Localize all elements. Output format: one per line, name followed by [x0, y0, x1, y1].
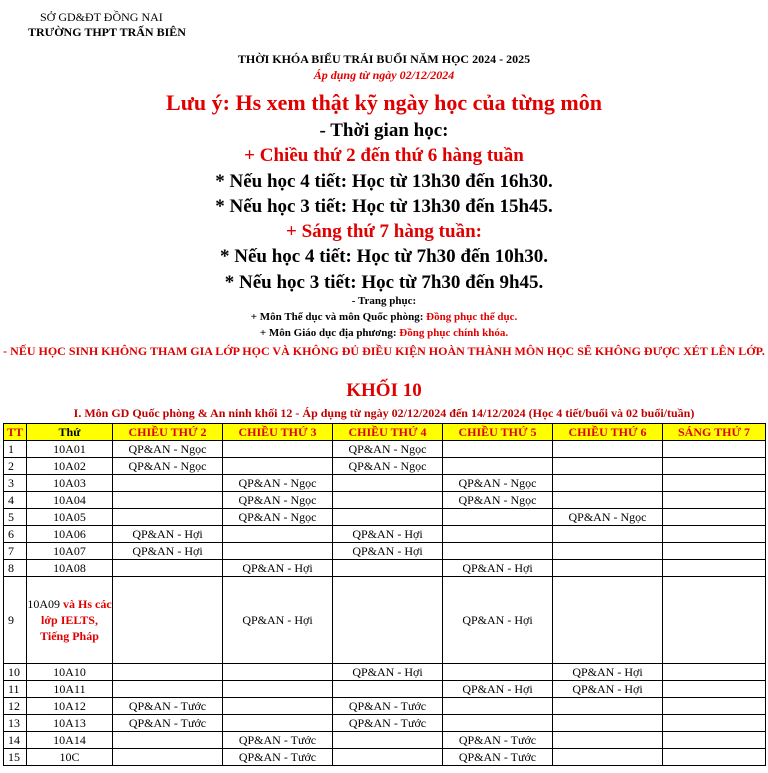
schedule-cell	[663, 492, 766, 509]
schedule-cell: QP&AN - Hợi	[443, 577, 553, 664]
schedule-cell	[663, 749, 766, 766]
schedule-cell	[443, 441, 553, 458]
class-name: 10A09	[27, 597, 60, 611]
weekday-3-periods: * Nếu học 3 tiết: Học từ 13h30 đến 15h45.	[215, 196, 553, 217]
schedule-table	[3, 423, 766, 766]
schedule-cell	[443, 543, 553, 560]
class-extra-note: và Hs các lớp IELTS, Tiếng Pháp	[40, 597, 112, 643]
table-row	[4, 749, 766, 766]
header-cell: CHIỀU THỨ 6	[553, 424, 663, 441]
header-cell: CHIỀU THỨ 3	[223, 424, 333, 441]
schedule-cell	[553, 732, 663, 749]
schedule-cell	[553, 475, 663, 492]
schedule-cell: QP&AN - Hợi	[333, 526, 443, 543]
schedule-cell	[333, 749, 443, 766]
class-name: 10A04	[27, 492, 113, 509]
class-name: 10A10	[27, 664, 113, 681]
schedule-cell	[223, 458, 333, 475]
schedule-cell	[223, 526, 333, 543]
row-number: 7	[4, 543, 27, 560]
schedule-cell: QP&AN - Tước	[113, 698, 223, 715]
header-cell: CHIỀU THỨ 4	[333, 424, 443, 441]
schedule-cell: QP&AN - Hợi	[553, 664, 663, 681]
schedule-cell	[113, 492, 223, 509]
schedule-cell	[223, 715, 333, 732]
row-number: 10	[4, 664, 27, 681]
schedule-cell	[553, 543, 663, 560]
class-name: 10A03	[27, 475, 113, 492]
saturday-heading: + Sáng thứ 7 hàng tuần:	[286, 221, 482, 242]
schedule-cell	[443, 715, 553, 732]
table-row	[4, 560, 766, 577]
schedule-cell	[333, 681, 443, 698]
schedule-cell	[663, 681, 766, 698]
table-row	[4, 715, 766, 732]
class-name: 10A01	[27, 441, 113, 458]
table-header-row	[4, 424, 766, 441]
row-number: 2	[4, 458, 27, 475]
schedule-cell: QP&AN - Ngọc	[223, 509, 333, 526]
policy-note: - NẾU HỌC SINH KHÔNG THAM GIA LỚP HỌC VÀ KHÔNG ĐỦ ĐIỀU KIỆN HOÀN THÀNH MÔN HỌC SẼ KHÔNG ĐƯỢC XÉT LÊN LỚP.	[3, 344, 765, 358]
schedule-cell	[113, 577, 223, 664]
schedule-cell	[223, 698, 333, 715]
schedule-cell: QP&AN - Hợi	[113, 543, 223, 560]
class-name: 10A13	[27, 715, 113, 732]
schedule-cell	[113, 749, 223, 766]
schedule-cell	[113, 664, 223, 681]
schedule-cell: QP&AN - Hợi	[113, 526, 223, 543]
schedule-cell	[333, 475, 443, 492]
schedule-cell: QP&AN - Tước	[333, 698, 443, 715]
uniform-pe	[0, 311, 768, 323]
schedule-cell: QP&AN - Tước	[223, 732, 333, 749]
schedule-cell	[333, 509, 443, 526]
document-title: THỜI KHÓA BIỂU TRÁI BUỔI NĂM HỌC 2024 - 2025	[237, 52, 531, 66]
time-heading: - Thời gian học:	[319, 120, 449, 141]
row-number: 3	[4, 475, 27, 492]
schedule-cell: QP&AN - Ngọc	[113, 458, 223, 475]
class-name-cell	[27, 577, 113, 664]
schedule-cell	[553, 458, 663, 475]
row-number: 15	[4, 749, 27, 766]
uniform-local-value: Đồng phục chính khóa.	[399, 327, 509, 339]
class-name: 10A02	[27, 458, 113, 475]
table-row	[4, 475, 766, 492]
schedule-cell	[333, 577, 443, 664]
table-row	[4, 458, 766, 475]
schedule-cell	[663, 475, 766, 492]
schedule-cell: QP&AN - Tước	[223, 749, 333, 766]
schedule-cell	[663, 698, 766, 715]
uniform-pe-value: Đồng phục thể dục.	[426, 311, 518, 323]
class-name: 10A11	[27, 681, 113, 698]
table-row	[4, 492, 766, 509]
schedule-cell	[553, 577, 663, 664]
schedule-cell: QP&AN - Hợi	[333, 543, 443, 560]
schedule-cell	[553, 526, 663, 543]
schedule-cell	[663, 732, 766, 749]
schedule-cell: QP&AN - Tước	[333, 715, 443, 732]
department-name: SỞ GD&ĐT ĐỒNG NAI	[40, 10, 163, 24]
schedule-cell	[443, 526, 553, 543]
weekday-heading: + Chiều thứ 2 đến thứ 6 hàng tuần	[244, 145, 524, 166]
class-name: 10A12	[27, 698, 113, 715]
row-number: 12	[4, 698, 27, 715]
schedule-cell	[663, 526, 766, 543]
table-row	[4, 732, 766, 749]
schedule-cell: QP&AN - Tước	[443, 732, 553, 749]
schedule-cell: QP&AN - Ngọc	[223, 492, 333, 509]
row-number: 11	[4, 681, 27, 698]
schedule-cell	[443, 664, 553, 681]
class-name: 10A05	[27, 509, 113, 526]
uniform-local	[0, 327, 768, 339]
schedule-cell	[443, 509, 553, 526]
schedule-cell: QP&AN - Ngọc	[333, 458, 443, 475]
section-subtitle: I. Môn GD Quốc phòng & An ninh khối 12 - Áp dụng từ ngày 02/12/2024 đến 14/12/2024 (Học 4 tiết/buổi và 02 buổi/tuần)	[73, 406, 695, 420]
row-number: 8	[4, 560, 27, 577]
row-number: 14	[4, 732, 27, 749]
uniform-heading: - Trang phục:	[351, 295, 417, 307]
schedule-cell: QP&AN - Hợi	[333, 664, 443, 681]
row-number: 5	[4, 509, 27, 526]
table-row	[4, 509, 766, 526]
schedule-cell	[663, 577, 766, 664]
header-cell: SÁNG THỨ 7	[663, 424, 766, 441]
schedule-cell: QP&AN - Ngọc	[223, 475, 333, 492]
schedule-cell	[223, 681, 333, 698]
row-number: 9	[4, 577, 27, 664]
schedule-cell: QP&AN - Ngọc	[113, 441, 223, 458]
class-name: 10A06	[27, 526, 113, 543]
uniform-local-label: + Môn Giáo dục địa phương:	[259, 327, 400, 339]
row-number: 4	[4, 492, 27, 509]
schedule-cell	[663, 715, 766, 732]
schedule-cell: QP&AN - Hợi	[553, 681, 663, 698]
schedule-cell	[443, 698, 553, 715]
schedule-cell	[553, 560, 663, 577]
table-row	[4, 577, 766, 664]
schedule-cell	[113, 681, 223, 698]
schedule-cell	[113, 732, 223, 749]
schedule-cell: QP&AN - Hợi	[443, 560, 553, 577]
schedule-cell	[223, 543, 333, 560]
schedule-cell: QP&AN - Tước	[443, 749, 553, 766]
schedule-cell	[663, 543, 766, 560]
schedule-cell: QP&AN - Ngọc	[443, 475, 553, 492]
schedule-cell	[663, 458, 766, 475]
weekday-4-periods: * Nếu học 4 tiết: Học từ 13h30 đến 16h30.	[215, 171, 553, 192]
header-cell: Thứ	[27, 424, 113, 441]
schedule-cell	[113, 560, 223, 577]
row-number: 13	[4, 715, 27, 732]
class-name: 10A14	[27, 732, 113, 749]
schedule-cell	[663, 664, 766, 681]
schedule-cell	[553, 441, 663, 458]
class-name: 10C	[27, 749, 113, 766]
schedule-cell: QP&AN - Ngọc	[333, 441, 443, 458]
schedule-cell	[113, 509, 223, 526]
class-name: 10A08	[27, 560, 113, 577]
applied-date: Áp dụng từ ngày 02/12/2024	[313, 68, 455, 82]
grade-heading: KHỐI 10	[346, 380, 422, 401]
warning-note: Lưu ý: Hs xem thật kỹ ngày học của từng môn	[166, 90, 602, 115]
schedule-cell	[553, 749, 663, 766]
header-cell: CHIỀU THỨ 5	[443, 424, 553, 441]
schedule-cell	[223, 441, 333, 458]
table-row	[4, 441, 766, 458]
table-row	[4, 543, 766, 560]
schedule-cell	[553, 492, 663, 509]
organization-block	[28, 10, 186, 40]
schedule-cell	[553, 698, 663, 715]
class-name: 10A07	[27, 543, 113, 560]
schedule-cell: QP&AN - Hợi	[443, 681, 553, 698]
schedule-cell	[113, 475, 223, 492]
schedule-cell: QP&AN - Hợi	[223, 577, 333, 664]
saturday-3-periods: * Nếu học 3 tiết: Học từ 7h30 đến 9h45.	[224, 272, 544, 293]
table-row	[4, 664, 766, 681]
schedule-cell: QP&AN - Ngọc	[443, 492, 553, 509]
table-row	[4, 526, 766, 543]
schedule-cell	[223, 664, 333, 681]
schedule-cell	[553, 715, 663, 732]
schedule-cell: QP&AN - Tước	[113, 715, 223, 732]
header-cell: CHIỀU THỨ 2	[113, 424, 223, 441]
schedule-cell	[333, 492, 443, 509]
schedule-cell: QP&AN - Ngọc	[553, 509, 663, 526]
table-row	[4, 698, 766, 715]
uniform-pe-label: + Môn Thể dục và môn Quốc phòng:	[250, 311, 427, 323]
schedule-cell	[663, 509, 766, 526]
schedule-cell	[333, 732, 443, 749]
table-row	[4, 681, 766, 698]
schedule-cell	[663, 441, 766, 458]
schedule-cell	[443, 458, 553, 475]
schedule-cell: QP&AN - Hợi	[223, 560, 333, 577]
header-cell: TT	[4, 424, 27, 441]
schedule-cell	[333, 560, 443, 577]
school-name: TRƯỜNG THPT TRẤN BIÊN	[28, 25, 186, 39]
schedule-cell	[663, 560, 766, 577]
row-number: 1	[4, 441, 27, 458]
saturday-4-periods: * Nếu học 4 tiết: Học từ 7h30 đến 10h30.	[219, 246, 549, 267]
row-number: 6	[4, 526, 27, 543]
